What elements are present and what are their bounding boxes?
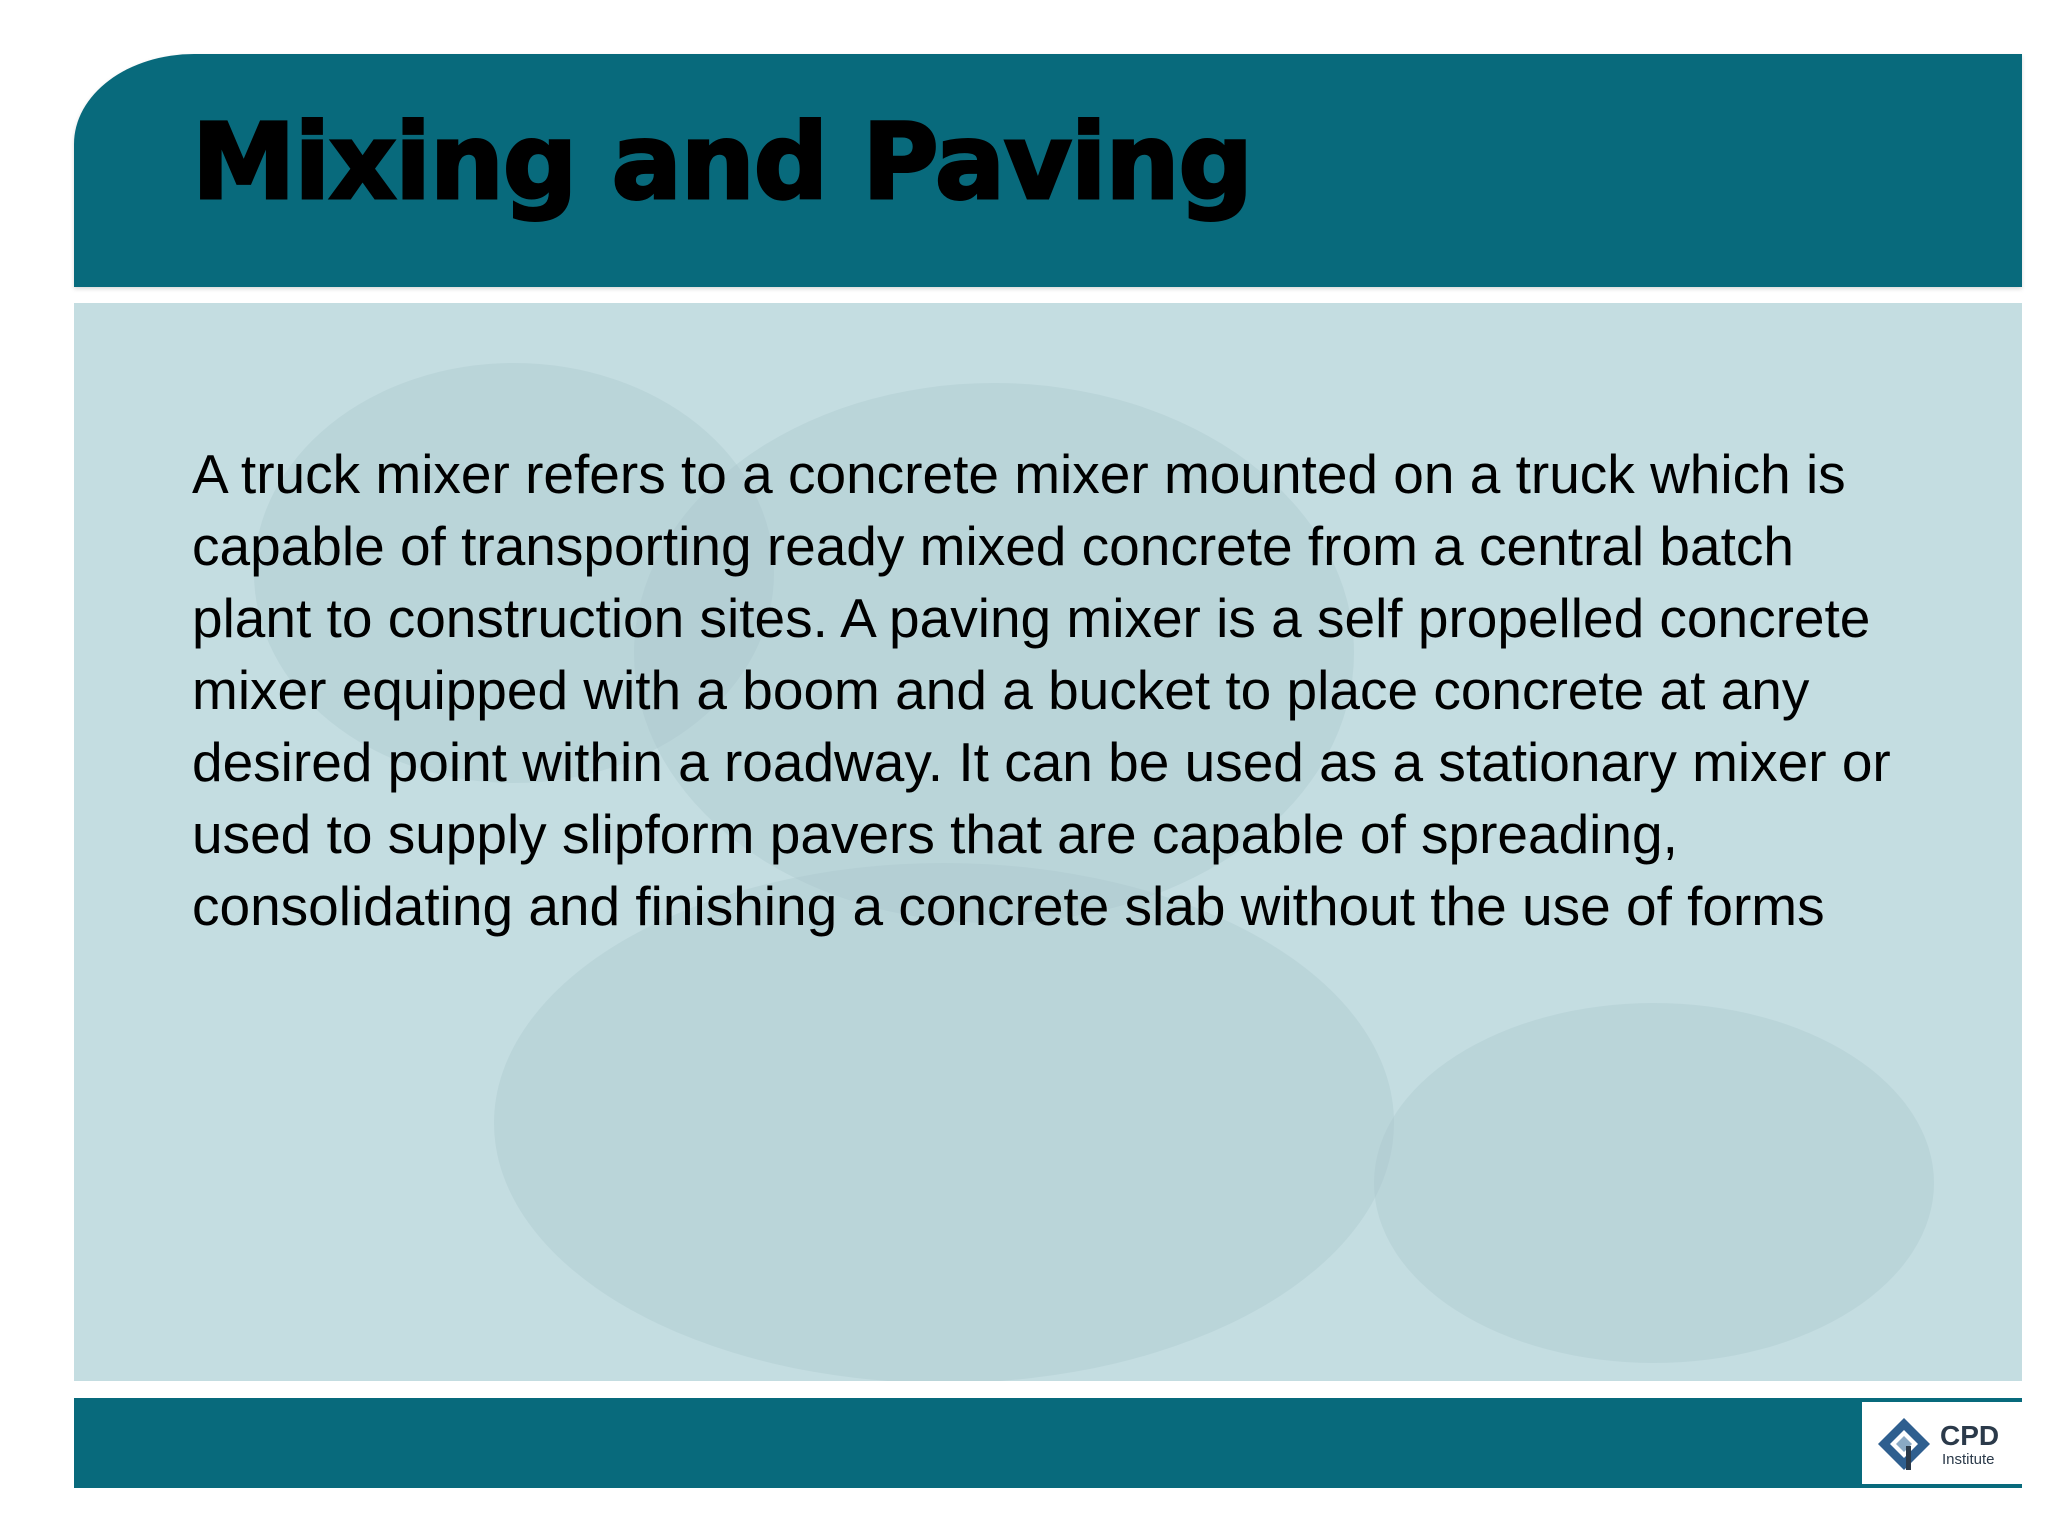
footer-band [74,1398,2022,1488]
slide-title: Mixing and Paving [192,101,1252,223]
cpd-logo [1862,1402,2022,1484]
logo-sub-text: Institute [1942,1451,1995,1468]
logo-main-text: CPD [1940,1420,2000,1451]
body-text: A truck mixer refers to a concrete mixer mounted on a truck which is capable of transporting ready mixed concrete from a central batch plant to construction sites. A paving mixer is a self propelled concrete mixer equipped with a boom and a bucket to place concrete at any desired point within a roadway. It can be used as a stationary mixer or used to supply slipform pavers that are capable of spreading, consolidating and finishing a concrete slab without the use of forms [192,443,1891,937]
background-photo-shade [1374,1003,1934,1363]
cpd-diamond-icon [1876,1416,1932,1472]
